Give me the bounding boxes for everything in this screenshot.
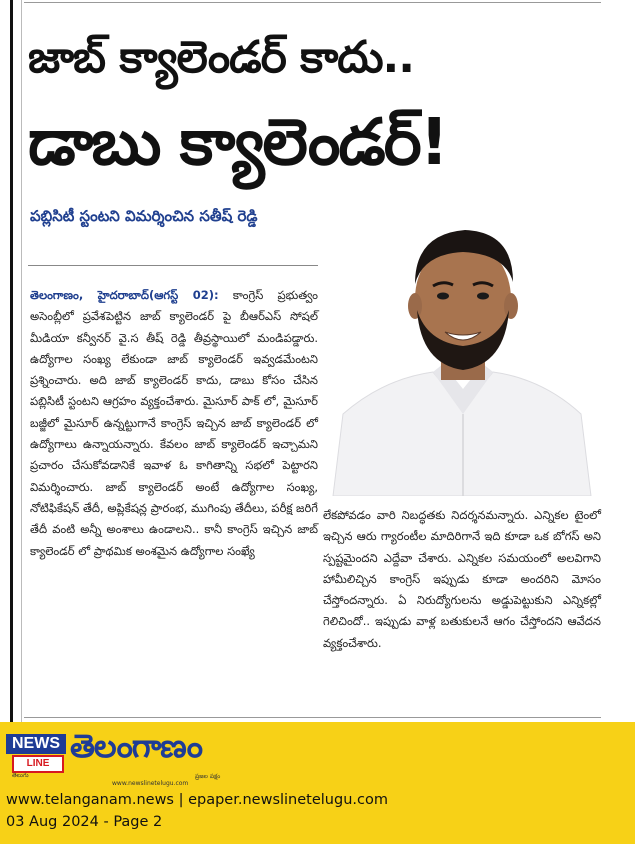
subheadline-divider (28, 265, 318, 266)
headline-line-2: డాబు క్యాలెండర్! (28, 106, 447, 180)
footer-date-page: 03 Aug 2024 - Page 2 (6, 814, 163, 830)
column-border-inner (21, 0, 22, 722)
dateline: తెలంగాణం, హైదరాబాద్(ఆగస్ట్ 02): (30, 288, 219, 302)
article-body-right: లేకపోవడం వారి నిబద్ధతకు నిదర్శనమన్నారు. ఎన్నికల టైంలో ఇచ్చిన ఆరు గ్యారంటీల మాదిరిగానే ఇది కూడా ఒక బోగస్ అని స్పష్టమైందని ఎద్దేవా చేశారు. ఎన్నికల సమయంలో అలవిగాని హామీలిచ్చిన కాంగ్రెస్ ఇప్పుడు కూడా అందరిని మోసం చేస్తోందన్నారు. ఏ నిరుద్యోగులను అడ్డుపెట్టుకుని ఎన్నికల్లో గెలిచిందో.. ఇప్పుడు వాళ్ల బతుకులనే ఆగం చేస్తోందని ఆవేదన వ్యక్తంచేశారు. (323, 508, 601, 650)
top-divider (24, 2, 601, 3)
logo-news-text: NEWS (6, 734, 66, 754)
person-photo (323, 224, 601, 496)
logo-telugu-text: తెలుగు (12, 772, 29, 779)
subheadline: పబ్లిసిటీ స్టంటని విమర్శించిన సతీష్ రెడ్డి (30, 207, 258, 225)
logo-line-text: LINE (12, 755, 64, 773)
telanganam-brand: తెలంగాణం (70, 727, 202, 765)
article-body-left (30, 285, 318, 562)
footer-links: www.telanganam.news | epaper.newslinetelugu.com (6, 792, 388, 808)
footer-banner (0, 722, 635, 844)
portrait-illustration (323, 224, 601, 496)
bottom-divider (24, 717, 601, 718)
newsline-logo (6, 734, 66, 779)
headline-line-1: జాబ్ క్యాలెండర్ కాదు.. (28, 32, 414, 83)
body-text-left: కాంగ్రెస్ ప్రభుత్వం అసెంబ్లీలో ప్రవేశపెట్టిన జాబ్ క్యాలెండర్ పై బీఆర్ఎస్ సోషల్ మీడియా కన్వీనర్ వై.స తీష్ రెడ్డి తీవ్రస్థాయిలో మండిపడ్డారు. ఉద్యోగాల సంఖ్య లేకుండా జాబ్ క్యాలెండర్ ఇవ్వడమేంటని ప్రశ్నించారు. అది జాబ్ క్యాలెండర్ కాదు, డాబు కోసం చేసిన పబ్లిసిటీ స్టంటని ఆగ్రహం వ్యక్తంచేశారు. మైసూర్ పాక్ లో, మైసూర్ బజ్జీలో మైసూర్ ఉన్నట్టుగానే కాంగ్రెస్ ఇచ్చిన జాబ్ క్యాలెండర్ లో ఉద్యోగాలు ఉన్నాయన్నారు. కేవలం జాబ్ క్యాలెండర్ ఇచ్చామని ప్రచారం చేసుకోవడానికే ఇవాళ ఓ కాగితాన్ని సభలో పెట్టారని విమర్శించారు. జాబ్ క్యాలెండర్ అంటే ఉద్యోగాల సంఖ్య, నోటిఫికేషన్ తేదీ, అప్లికేషన్ల ప్రారంభ, ముగింపు తేదీలు, పరీక్ష జరిగే తేదీ వంటి అన్నీ అంశాలు ఉండాలని.. కానీ కాంగ్రెస్ ఇచ్చిన జాబ్ క్యాలెండర్ లో ప్రాథమిక అంశమైన ఉద్యోగాల సంఖ్యే (30, 288, 318, 558)
column-border (10, 0, 13, 722)
brand-tagline: ప్రజల పక్షం (195, 773, 221, 780)
brand-url: www.newslinetelugu.com (112, 780, 189, 787)
